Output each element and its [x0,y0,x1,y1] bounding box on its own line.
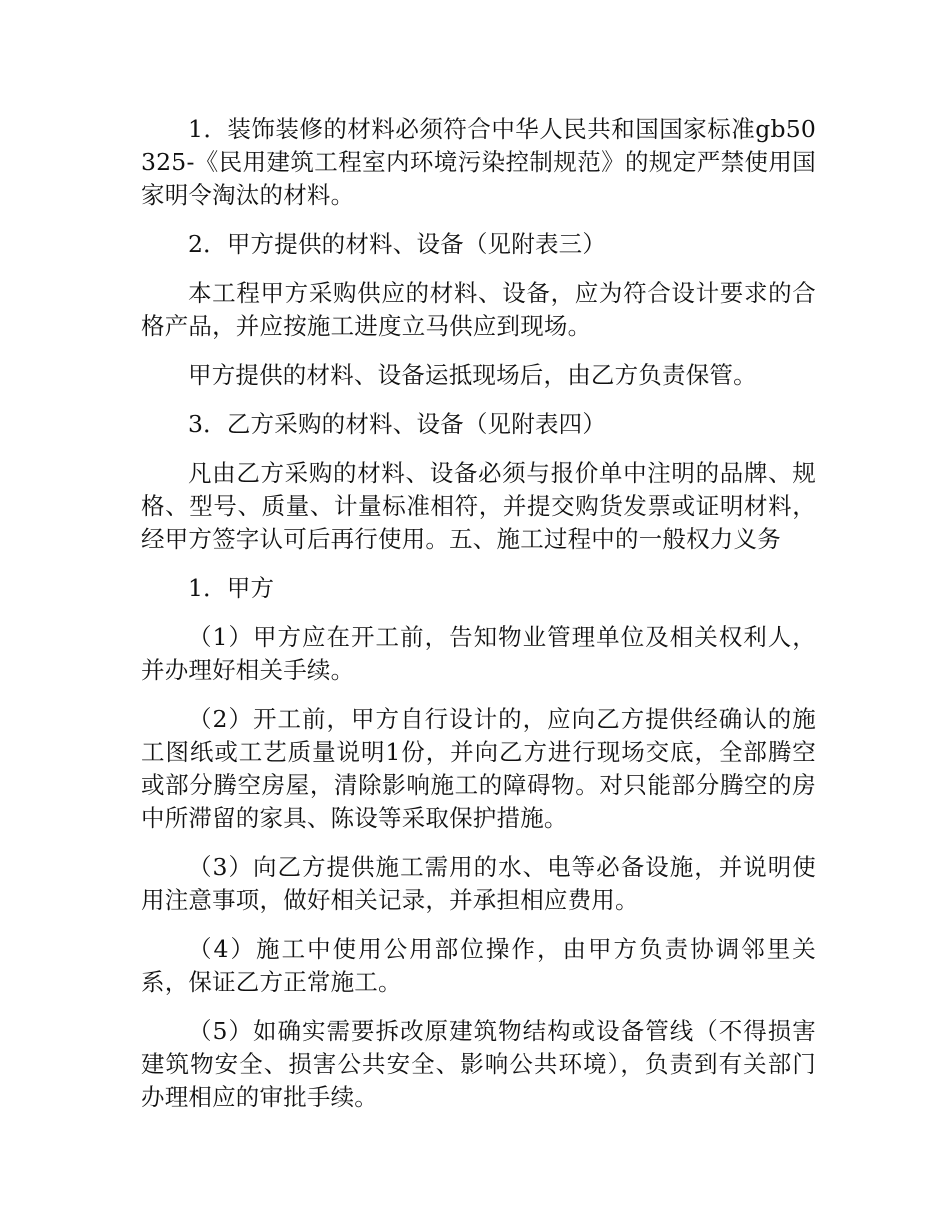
paragraph-duty-4: （4）施工中使用公用部位操作，由甲方负责协调邻里关系，保证乙方正常施工。 [141,935,816,996]
paragraph-party-a-materials-heading: 2．甲方提供的材料、设备（见附表三） [188,230,607,258]
paragraph-material-standard: 1．装饰装修的材料必须符合中华人民共和国国家标准gb50325-《民用建筑工程室内环境污染控制规范》的规定严禁使用国家明令淘汰的材料。 [141,115,816,209]
paragraph-party-b-procurement: 凡由乙方采购的材料、设备必须与报价单中注明的品牌、规格、型号、质量、计量标准相符，并提交购货发票或证明材料，经甲方签字认可后再行使用。五、施工过程中的一般权力义务 [141,459,816,553]
paragraph-duty-2: （2）开工前，甲方自行设计的，应向乙方提供经确认的施工图纸或工艺质量说明1份，并向乙方进行现场交底，全部腾空或部分腾空房屋，清除影响施工的障碍物。对只能部分腾空的房中所滞留的家具、陈设等采取保护措施。 [141,705,816,832]
paragraph-duty-1: （1）甲方应在开工前，告知物业管理单位及相关权利人，并办理好相关手续。 [141,623,816,684]
paragraph-party-b-materials-heading: 3．乙方采购的材料、设备（见附表四） [188,410,607,438]
paragraph-party-a-heading: 1．甲方 [188,574,275,602]
paragraph-party-b-custody: 甲方提供的材料、设备运抵现场后，由乙方负责保管。 [188,361,757,389]
document-page [141,113,816,1130]
paragraph-duty-5: （5）如确实需要拆改原建筑物结构或设备管线（不得损害建筑物安全、损害公共安全、影响公共环境），负责到有关部门办理相应的审批手续。 [141,1017,816,1111]
paragraph-duty-3: （3）向乙方提供施工需用的水、电等必备设施，并说明使用注意事项，做好相关记录，并承担相应费用。 [141,853,816,914]
paragraph-party-a-procurement: 本工程甲方采购供应的材料、设备，应为符合设计要求的合格产品，并应按施工进度立马供应到现场。 [141,279,816,340]
